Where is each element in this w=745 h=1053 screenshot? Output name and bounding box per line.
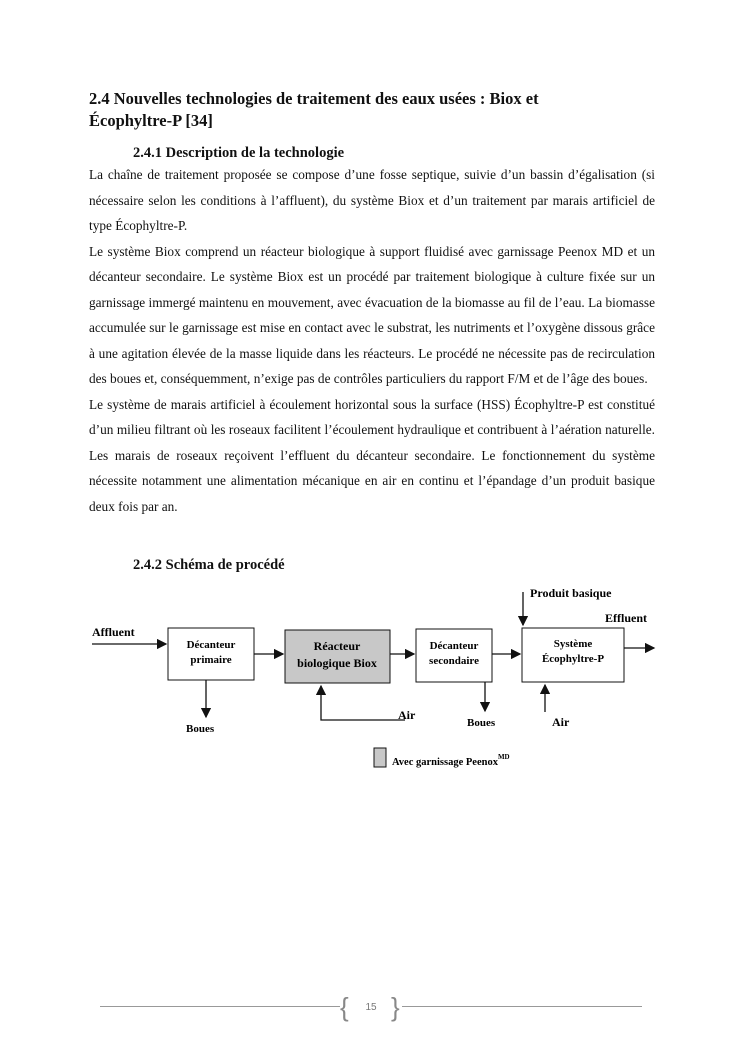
affluent-label: Affluent: [92, 625, 135, 639]
section-heading: 2.4 Nouvelles technologies de traitement des eaux usées : Biox et Écophyltre-P [34]: [89, 89, 539, 130]
box3-line1: Décanteur: [429, 640, 479, 652]
box1-line2: primaire: [190, 654, 232, 666]
footer-rule-right: [402, 1006, 642, 1007]
box1-line1: Décanteur: [186, 639, 236, 651]
box4-line2: Écophyltre-P: [541, 653, 605, 665]
process-diagram: [80, 580, 670, 780]
subsection-heading-schema: 2.4.2 Schéma de procédé: [133, 557, 285, 573]
effluent-label: Effluent: [605, 611, 647, 625]
air1-arrow: [321, 686, 405, 720]
body-text: [89, 162, 655, 519]
box2-line2: biologique Biox: [297, 656, 377, 670]
subsection-heading-description: 2.4.1 Description de la technologie: [133, 145, 345, 161]
legend-superscript: MD: [497, 753, 510, 761]
paragraph-1: La chaîne de traitement proposée se compose d’une fosse septique, suivie d’un bassin d’égalisation (si nécessaire selon les conditions à l’affluent), du système Biox et d’un traitement par marais artificiel de type Écophyltre-P.: [89, 167, 655, 233]
legend-label: [392, 753, 510, 768]
paragraph-2: Le système Biox comprend un réacteur biologique à support fluidisé avec garnissage Peenox MD et un décanteur secondaire. Le système Biox est un procédé par traitement biologique à culture fixée sur un garnissage immergé maintenu en mouvement, avec évacuation de la biomasse au fil de l’eau. La biomasse accumulée sur le garnissage est mise en contact avec le substrat, les nutriments et l’oxygène dissous grâce à une agitation élevée de la masse liquide dans les réacteurs. Le procédé ne nécessite pas de recirculation des boues et, conséquemment, n’exige pas de contrôles particuliers du rapport F/M et de l’âge des boues.: [89, 243, 655, 386]
air1-label: Air: [398, 708, 416, 722]
legend-text: Avec garnissage Peenox: [392, 757, 498, 768]
page-number: 15: [365, 1002, 377, 1013]
legend-swatch: [374, 748, 386, 767]
box2-line1: Réacteur: [313, 639, 361, 653]
footer-bracket-left: {: [340, 992, 349, 1022]
boues2-label: Boues: [467, 717, 496, 729]
paragraph-3: Le système de marais artificiel à écoulement horizontal sous la surface (HSS) Écophyltre-P est constitué d’un milieu filtrant où les roseaux facilitent l’écoulement hydraulique et contribuent à l’aération naturelle. Les marais de roseaux reçoivent l’effluent du décanteur secondaire. Le fonctionnement du système nécessite notamment une alimentation mécanique en air en continu et l’épandage d’un produit basique deux fois par an.: [89, 396, 655, 514]
footer-rule-left: [100, 1006, 340, 1007]
produit-basique-label: Produit basique: [530, 586, 612, 600]
box4-line1: Système: [553, 638, 593, 650]
box3-line2: secondaire: [429, 655, 479, 667]
boues1-label: Boues: [186, 723, 215, 735]
footer-bracket-right: }: [391, 992, 400, 1022]
air2-label: Air: [552, 715, 570, 729]
